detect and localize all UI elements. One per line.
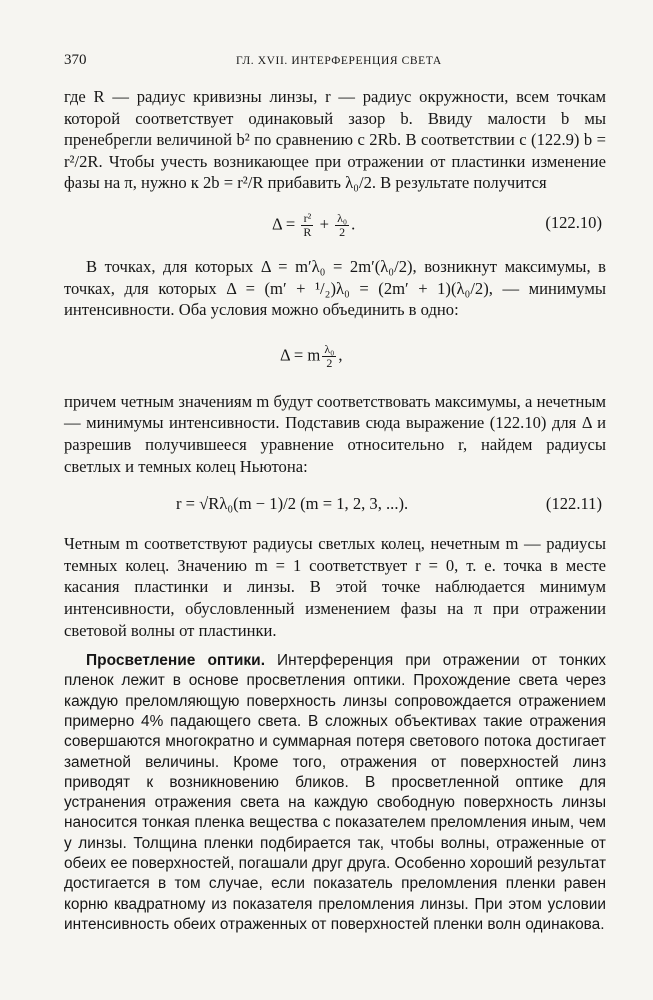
fraction-lambda-over-2: $\frac{\text{λ₀}}{2}$	[337, 210, 348, 239]
equation-formula: Δ = m $\frac{\text{λ₀}}{2}$ ,	[280, 341, 343, 370]
equation-formula: Δ = $\frac{\text{r²}}{R}$ + $\frac{\text{λ₀}}{2}$ .	[272, 210, 356, 239]
page-body	[64, 86, 606, 935]
eq-lhs: Δ =	[272, 214, 296, 234]
paragraph-1: где R — радиус кривизны линзы, r — радиус окружности, всем точкам которой соответствует одинаковый зазор b. Ввиду малости b мы пренебрегли величиной b² по сравнению с 2Rb. В соответствии с (122.9) b = r²/2R. Чтобы учесть возникающее при отражении от пластинки изменение фазы на π, нужно к 2b = r²/R прибавить λ₀/2. В результате получится	[64, 87, 606, 193]
equation-122-10	[64, 194, 606, 256]
equation-formula: r = √Rλ₀(m − 1)/2 (m = 1, 2, 3, ...).	[176, 494, 409, 514]
section-heading: Просветление оптики.	[86, 652, 266, 670]
equation-122-11	[64, 479, 606, 533]
fraction-lambda-over-2: $\frac{\text{λ₀}}{2}$	[324, 341, 335, 370]
equation-number: (122.10)	[545, 212, 602, 232]
paragraph-2: В точках, для которых Δ = m′λ₀ = 2m′(λ₀/2), возникнут максимумы, в точках, для которых Δ = (m′ + ¹/₂)λ₀ = (2m′ + 1)(λ₀/2), — минимумы интенсивности. Оба условия можно объединить в одно:	[64, 256, 606, 320]
page-number: 370	[64, 52, 87, 68]
eq-plus: +	[319, 214, 329, 234]
paragraph-5	[64, 651, 606, 935]
paragraph-4: Четным m соответствуют радиусы светлых колец, нечетным m — радиусы темных колец. Значению m = 1 соответствует r = 0, т. е. точка в месте касания пластинки и линзы. В этой точке наблюдается минимум интенсивности, обусловленный изменением фазы на π при отражении световой волны от пластинки.	[64, 534, 606, 640]
paragraph-3: причем четным значениям m будут соответствовать максимумы, а нечетным — минимумы интенсивности. Подставив сюда выражение (122.10) для Δ и разрешив получившееся уравнение относительно r, найдем радиусы светлых и темных колец Ньютона:	[64, 391, 606, 476]
equation-interference-condition	[64, 321, 606, 391]
fraction-r2-over-R: $\frac{\text{r²}}{R}$	[303, 210, 312, 239]
running-header: ГЛ. XVII. ИНТЕРФЕРЕНЦИЯ СВЕТА	[236, 55, 442, 67]
equation-number: (122.11)	[545, 494, 602, 514]
paragraph-5-text: Интерференция при отражении от тонких пленок лежит в основе просветления оптики. Прохождение света через каждую преломляющую поверхность линзы сопровождается отражением примерно 4% падающего света. В сложных объективах такие отражения совершаются многократно и суммарная потеря светового потока достигает заметной величины. Кроме того, отражения от поверхностей линз приводят к возникновению бликов. В просветленной оптике для устранения отражения света на каждую свободную поверхность линзы наносится тонкая пленка вещества с показателем преломления иным, чем у линзы. Толщина пленки подбирается так, чтобы волны, отраженные от обеих ее поверхностей, погашали друг друга. Особенно хороший результат достигается в том случае, если показатель преломления пленки равен корню квадратному из показателя преломления линзы. При этом условии интенсивность обеих отраженных от поверхностей пленки волн одинакова.	[64, 652, 607, 933]
